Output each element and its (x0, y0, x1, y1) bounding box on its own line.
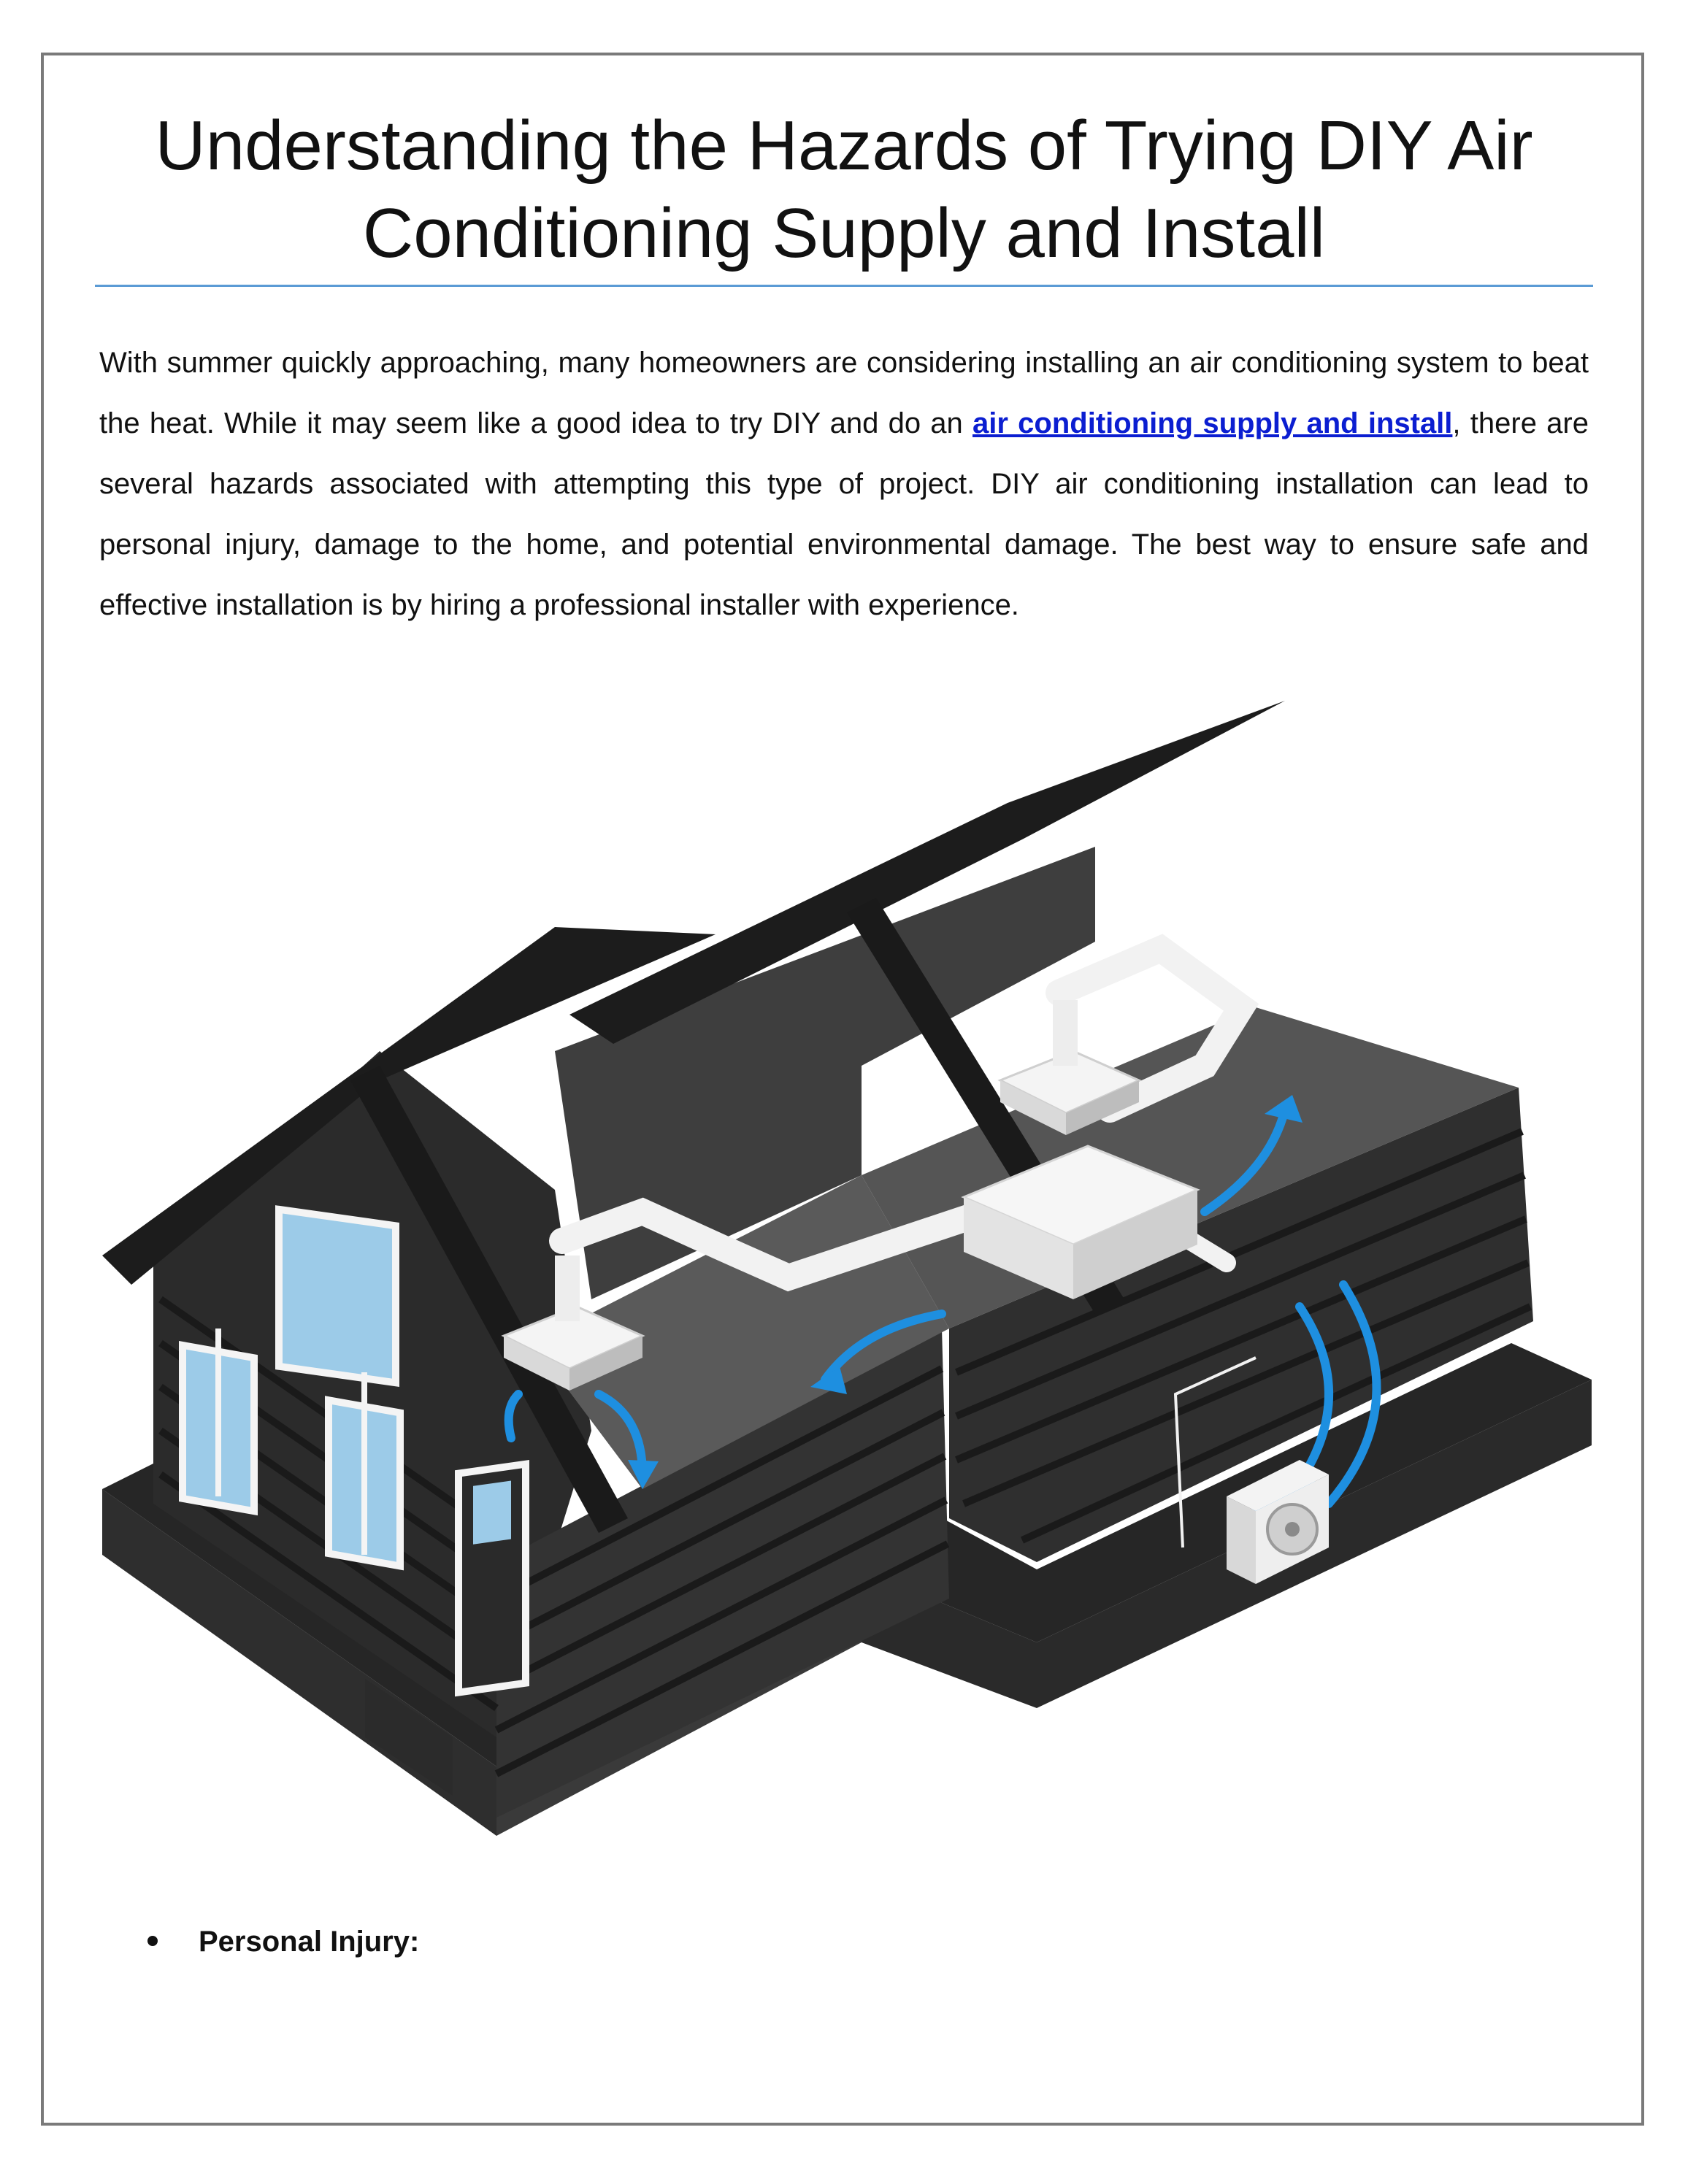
door-window (473, 1480, 511, 1544)
upper-window (279, 1210, 396, 1383)
ac-supply-install-link[interactable]: air conditioning supply and install (972, 407, 1453, 439)
intro-paragraph (99, 333, 1589, 636)
list-item (99, 1920, 419, 1964)
intro-text-start: With summer quickly approaching, many homeowners are considering installing an air conditioning system to beat the heat. While it may seem like a good idea to try DIY and do an (99, 347, 1589, 439)
hazard-list (99, 1920, 419, 1964)
bullet-label: Personal Injury: (199, 1926, 420, 1958)
bullet-icon (147, 1936, 158, 1946)
house-air-conditioning-illustration (88, 701, 1606, 1847)
page-title: Understanding the Hazards of Trying DIY Air Conditioning Supply and Install (155, 107, 1533, 272)
title-divider (95, 285, 1593, 287)
intro-text-end: , there are several hazards associated with attempting this type of project. DIY air conditioning installation can lead to personal injury, damage to the home, and potential environmental damage. The best way to ensure safe and effective installation is by hiring a professional installer with experience. (99, 407, 1589, 621)
lower-window-left (183, 1329, 254, 1511)
